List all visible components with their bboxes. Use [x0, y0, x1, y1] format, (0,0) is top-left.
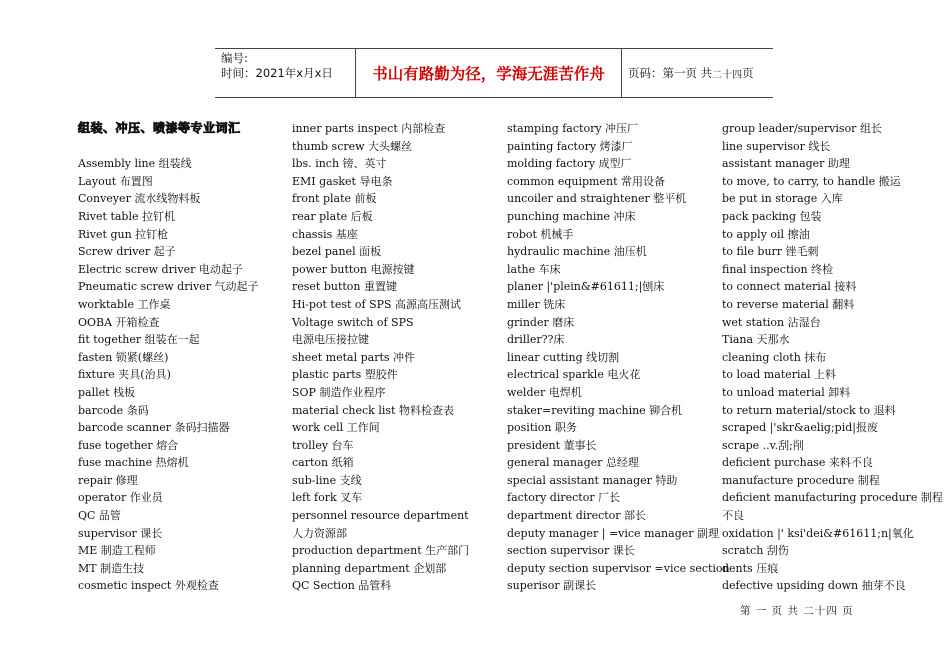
list-item: barcode 条码 [78, 403, 149, 417]
list-item: Screw driver 起子 [78, 245, 176, 259]
page-indicator [622, 49, 773, 97]
list-item: president 董事长 [507, 438, 597, 452]
list-item: trolley 台车 [292, 438, 354, 452]
section-title: 组装、冲压、喷漆等专业词汇 [78, 121, 241, 135]
list-item: oxidation |' ksi'dei&#61611;n|氧化 [722, 526, 914, 540]
list-item: pack packing 包装 [722, 209, 822, 223]
list-item: welder 电焊机 [507, 385, 582, 399]
list-item: repair 修理 [78, 473, 138, 487]
list-item: QC Section 品管科 [292, 579, 392, 593]
header-info-cell [215, 49, 356, 97]
list-item: QC 品管 [78, 509, 121, 523]
list-item: planer |'plein&#61611;|刨床 [507, 280, 665, 294]
list-item: lbs. inch 镑、英寸 [292, 157, 387, 171]
list-item: work cell 工作间 [292, 421, 380, 435]
list-item: SOP 制造作业程序 [292, 385, 386, 399]
list-item: dents 压痕 [722, 561, 779, 575]
list-item: thumb screw 大头螺丝 [292, 139, 413, 153]
list-item: Pneumatic screw driver 气动起子 [78, 280, 259, 294]
list-item: Assembly line 组装线 [78, 157, 192, 171]
list-item: MT 制造生技 [78, 561, 145, 575]
list-item: Tiana 天那水 [722, 333, 790, 347]
list-item: to connect material 接料 [722, 280, 857, 294]
list-item: scratch 刮伤 [722, 544, 789, 558]
list-item: rear plate 后板 [292, 209, 373, 223]
time-label: 时间：2021年x月x日 [221, 66, 333, 80]
list-item: group leader/supervisor 组长 [722, 122, 882, 135]
list-item: wet station 沾湿台 [722, 315, 821, 329]
list-item: sheet metal parts 冲件 [292, 350, 416, 364]
list-item: barcode scanner 条码扫描器 [78, 421, 230, 435]
list-item: to unload material 卸料 [722, 385, 851, 399]
list-item: driller??床 [507, 333, 565, 347]
list-item: deputy section supervisor =vice section [507, 561, 730, 575]
list-item: to load material 上料 [722, 368, 837, 382]
motto: 书山有路勤为径，学海无涯苦作舟 [356, 49, 622, 97]
list-item: production department 生产部门 [292, 544, 470, 558]
list-item: cleaning cloth 抹布 [722, 350, 827, 364]
list-item: fit together 组装在一起 [78, 333, 200, 347]
list-item: special assistant manager 特助 [507, 473, 678, 487]
list-item: grinder 磨床 [507, 315, 575, 329]
list-item: staker=reviting machine 铆合机 [507, 403, 683, 417]
list-item: to apply oil 擦油 [722, 227, 810, 241]
vocab-column-3 [507, 120, 730, 595]
list-item: scrape ..v.刮;削 [722, 438, 804, 452]
list-item: power button 电源按键 [292, 262, 415, 276]
list-item: be put in storage 入库 [722, 192, 843, 206]
list-item: general manager 总经理 [507, 456, 639, 470]
list-item: fuse together 熔合 [78, 438, 179, 452]
document-header [215, 48, 773, 98]
list-item: sub-line 支线 [292, 473, 362, 487]
page-footer: 第 一 页 共 二十四 页 [740, 605, 854, 617]
list-item: left fork 叉车 [292, 491, 363, 505]
list-item: Hi-pot test of SPS 高源高压测试 [292, 297, 462, 311]
list-item: hydraulic machine 油压机 [507, 245, 647, 259]
list-item: deputy manager | =vice manager 副理 [507, 526, 720, 540]
list-item: plastic parts 塑胶件 [292, 368, 398, 382]
list-item: robot 机械手 [507, 227, 574, 241]
list-item: front plate 前板 [292, 192, 377, 206]
page-suffix: 页 [742, 66, 754, 80]
list-item: linear cutting 线切割 [507, 350, 620, 364]
list-item: personnel resource department [292, 509, 469, 523]
list-item: supervisor 课长 [78, 526, 163, 540]
list-item: scraped |'skr&aelig;pid|报废 [722, 421, 878, 435]
vocab-column-4 [722, 120, 943, 595]
list-item: cosmetic inspect 外观检查 [78, 579, 219, 593]
list-item: common equipment 常用设备 [507, 174, 665, 188]
list-item: Voltage switch of SPS [292, 315, 414, 329]
list-item: to return material/stock to 退料 [722, 403, 896, 417]
list-item: department director 部长 [507, 509, 647, 523]
list-item: deficient manufacturing procedure 制程 [722, 491, 943, 505]
list-item: worktable 工作桌 [78, 297, 171, 311]
list-item: electrical sparkle 电火花 [507, 368, 641, 382]
list-item: manufacture procedure 制程 [722, 473, 880, 487]
list-item: pallet 栈板 [78, 385, 136, 399]
list-item: defective upsiding down 抽芽不良 [722, 579, 906, 593]
list-item: material check list 物料检查表 [292, 403, 454, 417]
list-item: 电源电压接拉键 [292, 333, 369, 347]
list-item: final inspection 终检 [722, 262, 834, 276]
list-item: deficient purchase 来料不良 [722, 456, 873, 470]
list-item: painting factory 烤漆厂 [507, 139, 633, 153]
list-item: superisor 副课长 [507, 579, 597, 593]
list-item: OOBA 开箱检查 [78, 315, 160, 329]
vocab-column-1 [78, 120, 258, 595]
list-item: ME 制造工程师 [78, 544, 156, 558]
list-item: molding factory 成型厂 [507, 157, 632, 171]
list-item: bezel panel 面板 [292, 245, 382, 259]
list-item: reset button 重置键 [292, 280, 398, 294]
list-item: planning department 企划部 [292, 561, 447, 575]
list-item: fuse machine 热熔机 [78, 456, 189, 470]
list-item: 人力资源部 [292, 526, 347, 540]
list-item: Layout 布置图 [78, 174, 153, 188]
list-item: Conveyer 流水线物料板 [78, 192, 201, 206]
vocab-column-2 [292, 120, 469, 595]
list-item: to reverse material 翻料 [722, 297, 855, 311]
number-label: 编号: [221, 51, 248, 65]
list-item: lathe 车床 [507, 262, 561, 276]
list-item: fixture 夹具(治具) [78, 368, 171, 382]
list-item: uncoiler and straightener 整平机 [507, 192, 687, 206]
list-item: EMI gasket 导电条 [292, 174, 393, 188]
list-item: 不良 [722, 509, 744, 523]
page-prefix: 页码：第一页 共 [628, 66, 713, 80]
list-item: operator 作业员 [78, 491, 163, 505]
list-item: fasten 锁紧(螺丝) [78, 350, 169, 364]
list-item [78, 138, 258, 156]
list-item: Rivet table 拉钉机 [78, 209, 175, 223]
list-item: chassis 基座 [292, 227, 358, 241]
list-item: line supervisor 线长 [722, 139, 831, 153]
list-item: Rivet gun 拉钉枪 [78, 227, 169, 241]
list-item: section supervisor 课长 [507, 544, 635, 558]
list-item: inner parts inspect 内部检查 [292, 122, 446, 135]
list-item: to move, to carry, to handle 搬运 [722, 174, 901, 188]
list-item: Electric screw driver 电动起子 [78, 262, 243, 276]
list-item: factory director 厂长 [507, 491, 621, 505]
list-item: to file burr 锉毛刺 [722, 245, 819, 259]
list-item: punching machine 冲床 [507, 209, 636, 223]
list-item: stamping factory 冲压厂 [507, 122, 639, 135]
page-total: 二十四 [712, 69, 743, 81]
list-item: assistant manager 助理 [722, 157, 850, 171]
list-item: carton 纸箱 [292, 456, 354, 470]
list-item: position 职务 [507, 421, 577, 435]
list-item: miller 铣床 [507, 297, 566, 311]
